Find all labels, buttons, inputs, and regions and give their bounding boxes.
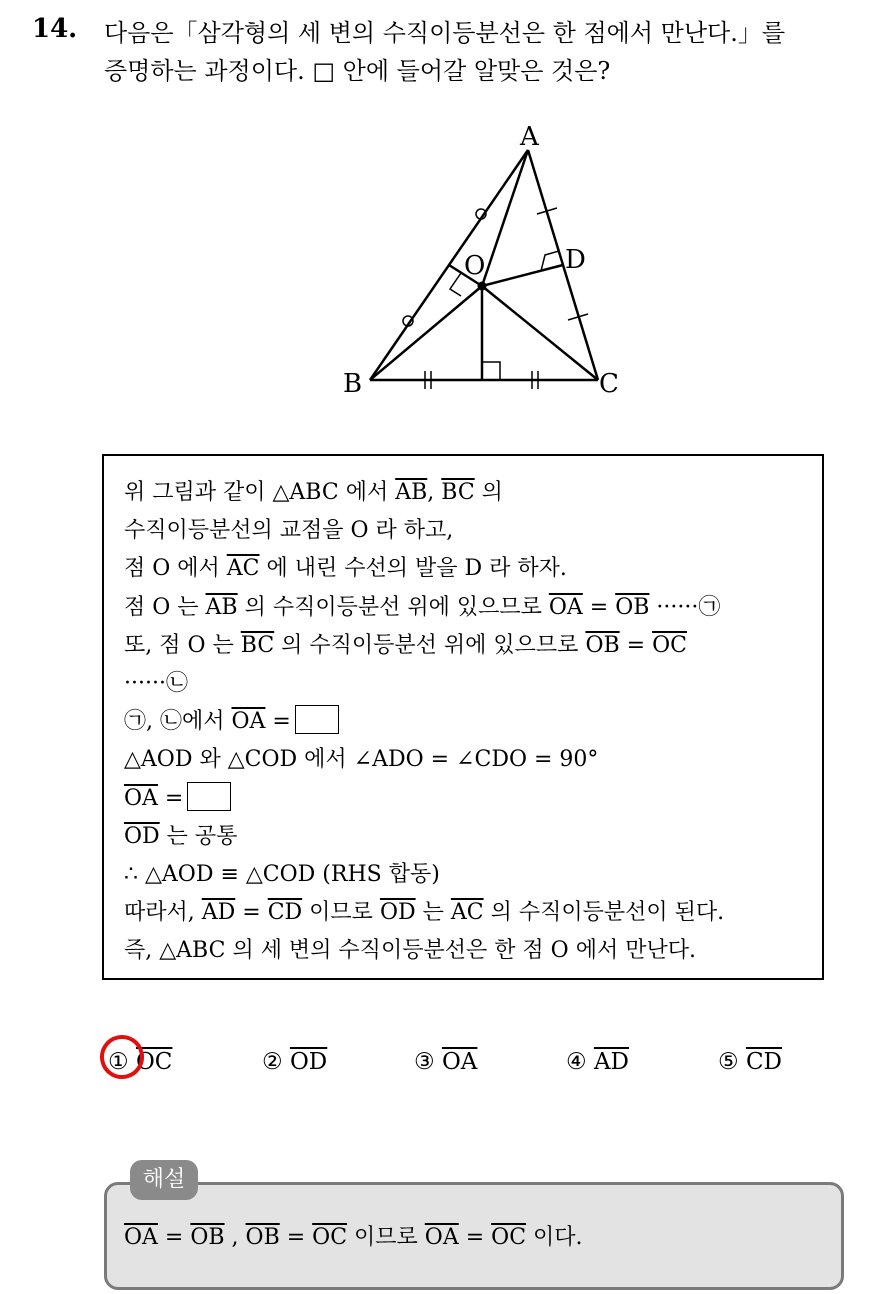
solution-text: $\overline{OA} = \overline{OB}$ , $\overline{OB} = \overline{OC}$ 이므로 $\overline{OA} = \overline{OC}$ 이다. [124,1225,583,1250]
choice-4[interactable]: ④ $\overline{AD}$ [566,1049,629,1075]
question-line-1: 다음은「삼각형의 세 변의 수직이등분선은 한 점에서 만난다.」를 [104,19,786,47]
proof-line-12: 따라서, $\overline{AD} = \overline{CD}$ 이므로 $\overline{OD}$ 는 $\overline{AC}$ 의 수직이등분선이 된다. [124,900,725,926]
segment-od [482,265,563,286]
proof-line-2: 수직이등분선의 교점을 O 라 하고, [124,518,454,544]
proof-line-7: ㉠, ㉡에서 $\overline{OA}$ = [124,703,822,741]
answer-blank-1 [295,705,339,734]
solution-tag: 해설 [130,1160,198,1200]
choice-1[interactable]: ① $\overline{OC}$ [108,1049,173,1075]
segment-oa [482,150,528,286]
proof-line-8: △AOD 와 △COD 에서 ∠ADO = ∠CDO = 90° [124,747,599,773]
label-a: A [520,122,539,152]
label-b: B [343,369,363,399]
proof-line-11: ∴ △AOD ≡ △COD (RHS 합동) [124,861,440,887]
question-number: 14. [32,14,78,44]
proof-line-6: ······㉡ [124,670,188,696]
right-angle-mark-ab [450,273,461,296]
question-line-2: 증명하는 과정이다. □ 안에 들어갈 알맞은 것은? [104,57,611,85]
answer-blank-2 [187,782,231,811]
choice-5[interactable]: ⑤ $\overline{CD}$ [718,1049,782,1075]
proof-line-1: 위 그림과 같이 △ABC 에서 $\overline{AB}$, $\overline{BC}$ 의 [124,480,503,505]
label-d: D [565,245,586,275]
right-angle-mark-bc [482,362,500,380]
proof-line-5: 또, 점 O 는 $\overline{BC}$ 의 수직이등분선 위에 있으므로 $\overline{OB} = \overline{OC}$ [124,632,687,658]
proof-line-4: 점 O 는 $\overline{AB}$ 의 수직이등분선 위에 있으므로 $\overline{OA} = \overline{OB}$ ······㉠ [124,594,721,620]
proof-line-9: $\overline{OA}$ = [124,780,822,818]
choice-2[interactable]: ② $\overline{OD}$ [262,1049,328,1075]
triangle-figure [0,0,884,420]
choice-3[interactable]: ③ $\overline{OA}$ [414,1049,478,1075]
proof-line-3: 점 O 에서 $\overline{AC}$ 에 내린 수선의 발을 D 라 하자. [124,556,567,582]
label-o: O [464,251,486,281]
label-c: C [599,369,619,399]
proof-line-10: $\overline{OD}$ 는 공통 [124,823,238,849]
proof-line-13: 즉, △ABC 의 세 변의 수직이등분선은 한 점 O 에서 만난다. [124,938,696,964]
point-o-dot [478,282,487,291]
proof-box [102,454,824,980]
